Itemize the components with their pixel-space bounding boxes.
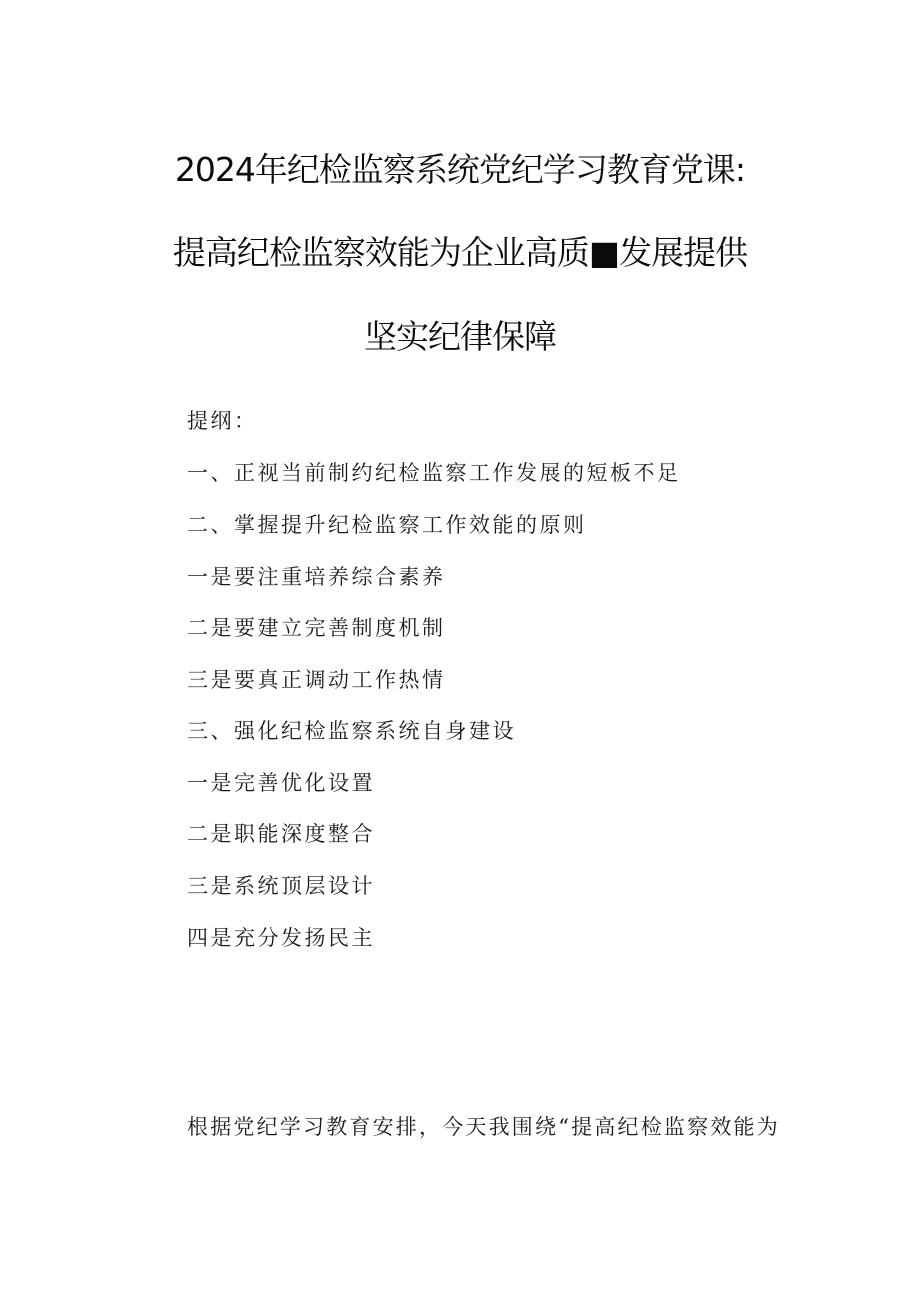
outline-item-4: 二是要建立完善制度机制 [187, 616, 446, 640]
outline-item-8: 二是职能深度整合 [187, 822, 375, 846]
outline-item-1: 一、正视当前制约纪检监察工作发展的短板不足 [187, 461, 681, 485]
document-title-line-3: 坚实纪律保障 [364, 317, 556, 356]
outline-item-7: 一是完善优化设置 [187, 771, 375, 795]
outline-item-9: 三是系统顶层设计 [187, 874, 375, 898]
outline-label: 提纲： [187, 409, 258, 433]
outline-item-2: 二、掌握提升纪检监察工作效能的原则 [187, 513, 587, 537]
outline-item-5: 三是要真正调动工作热情 [187, 668, 446, 692]
document-title-line-1: 2024年纪检监察系统党纪学习教育党课: [174, 150, 746, 189]
body-paragraph: 根据党纪学习教育安排，今天我围绕“提高纪检监察效能为 [187, 1115, 780, 1139]
outline-item-3: 一是要注重培养综合素养 [187, 565, 446, 589]
document-title-line-2: 提高纪检监察效能为企业高质■发展提供 [172, 233, 748, 272]
outline-item-10: 四是充分发扬民主 [187, 926, 375, 950]
outline-item-6: 三、强化纪检监察系统自身建设 [187, 719, 516, 743]
